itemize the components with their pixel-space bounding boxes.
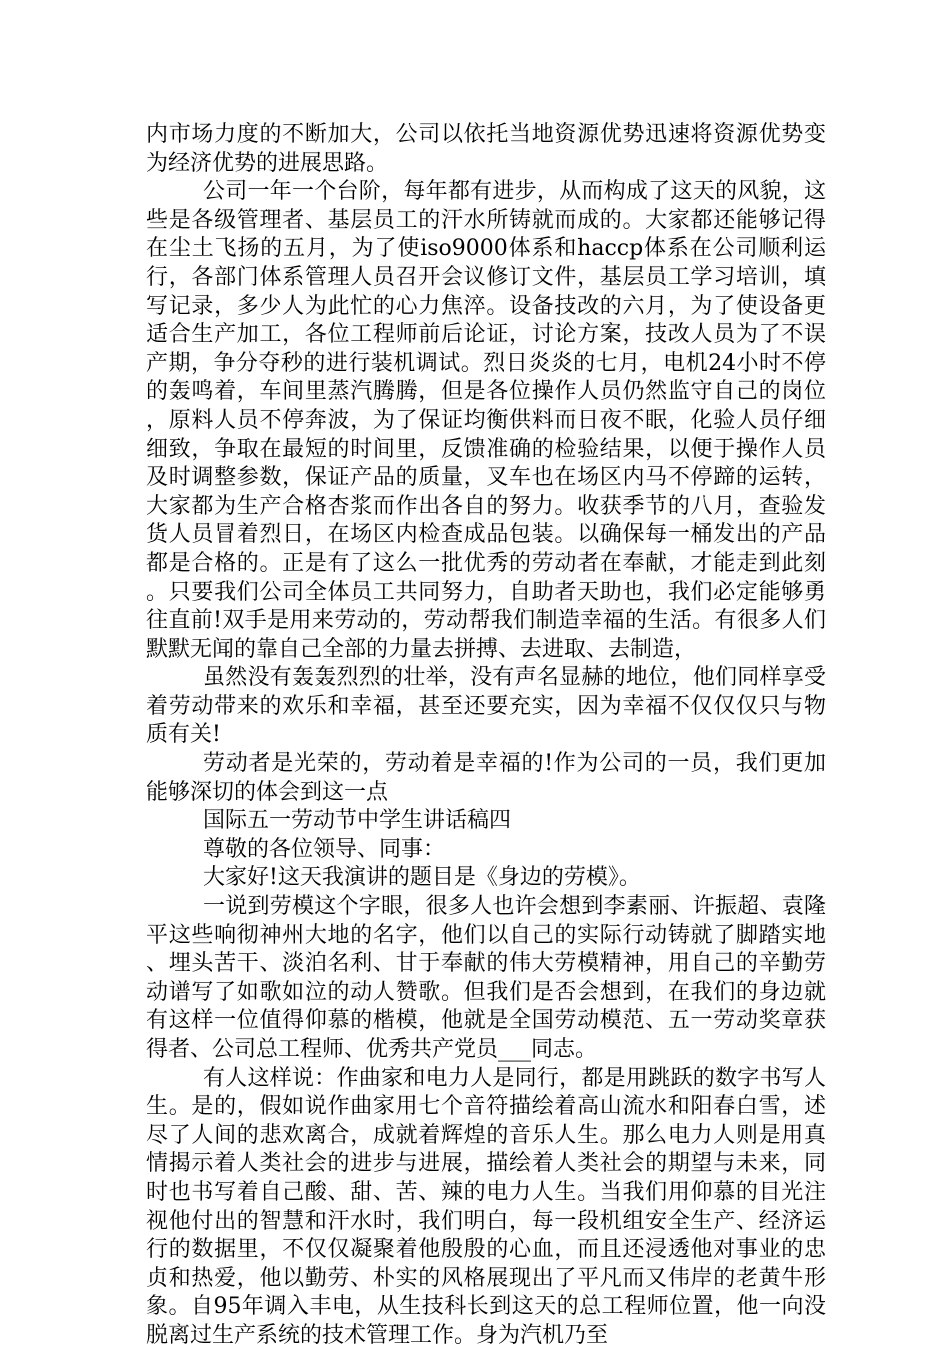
paragraph-4: 劳动者是光荣的，劳动着是幸福的!作为公司的一员，我们更加能够深切的体会到这一点 (146, 751, 826, 805)
section-heading: 国际五一劳动节中学生讲话稿四 (203, 808, 512, 834)
greeting: 大家好!这天我演讲的题目是《身边的劳模》。 (203, 865, 641, 891)
paragraph-2: 公司一年一个台阶，每年都有进步，从而构成了这天的风貌，这些是各级管理者、基层员工的汗水所铸就而成的。大家都还能够记得在尘土飞扬的五月，为了使iso9000体系和haccp体系在公司顺利运行，各部门体系管理人员召开会议修订文件，基层员工学习培训，填写记录，多少人为此忙的心力焦淬。设备技改的六月，为了使设备更适合生产加工，各位工程师前后论证，讨论方案，技改人员为了不误产期，争分夺秒的进行装机调试。烈日炎炎的七月，电机24小时不停的轰鸣着，车间里蒸汽腾腾，但是各位操作人员仍然监守自己的岗位，原料人员不停奔波，为了保证均衡供料而日夜不眠，化验人员仔细细致，争取在最短的时间里，反馈准确的检验结果，以便于操作人员及时调整参数，保证产品的质量，叉车也在场区内马不停蹄的运转，大家都为生产合格杏浆而作出各自的努力。收获季节的八月，查验发货人员冒着烈日，在场区内检查成品包装。以确保每一桶发出的产品都是合格的。正是有了这么一批优秀的劳动者在奉献，才能走到此刻。只要我们公司全体员工共同努力，自助者天助也，我们必定能够勇往直前!双手是用来劳动的，劳动帮我们制造幸福的生活。有很多人们默默无闻的靠自己全部的力量去拼搏、去进取、去制造， (146, 179, 826, 662)
paragraph-3: 虽然没有轰轰烈烈的壮举，没有声名显赫的地位，他们同样享受着劳动带来的欢乐和幸福，甚至还要充实，因为幸福不仅仅仅只与物质有关! (146, 665, 826, 748)
paragraph-1: 内市场力度的不断加大，公司以依托当地资源优势迅速将资源优势变为经济优势的进展思路。 (146, 122, 826, 176)
salutation: 尊敬的各位领导、同事： (203, 836, 446, 862)
paragraph-9: 有人这样说：作曲家和电力人是同行，都是用跳跃的数字书写人生。是的，假如说作曲家用七个音符描绘着高山流水和阳春白雪，述尽了人间的悲欢离合，成就着辉煌的音乐人生。那么电力人则是用真情揭示着人类社会的进步与进展，描绘着人类社会的期望与未来，同时也书写着自己酸、甜、苦、辣的电力人生。当我们用仰慕的目光注视他付出的智慧和汗水时，我们明白，每一段机组安全生产、经济运行的数据里，不仅仅凝聚着他殷殷的心血，而且还浸透他对事业的忠贞和热爱，他以勤劳、朴实的风格展现出了平凡而又伟岸的老黄牛形象。自95年调入丰电，从生技科长到这天的总工程师位置，他一向没脱离过生产系统的技术管理工作。身为汽机乃至 (146, 1065, 826, 1348)
paragraph-8: 一说到劳模这个字眼，很多人也许会想到李素丽、许振超、袁隆平这些响彻神州大地的名字，他们以自己的实际行动铸就了脚踏实地、埋头苦干、淡泊名利、甘于奉献的伟大劳模精神，用自己的辛勤劳动谱写了如歌如泣的动人赞歌。但我们是否会想到，在我们的身边就有这样一位值得仰慕的楷模，他就是全国劳动模范、五一劳动奖章获得者、公司总工程师、优秀共产党员___同志。 (146, 894, 826, 1062)
document-page (146, 121, 826, 1351)
